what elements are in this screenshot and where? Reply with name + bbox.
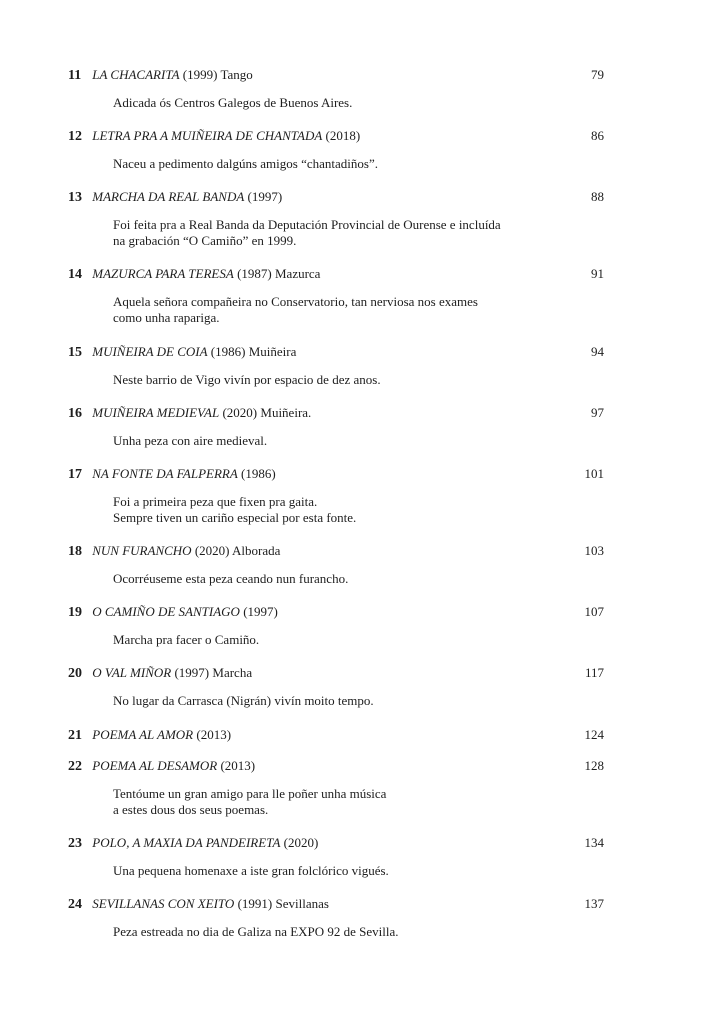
entry-title: NA FONTE DA FALPERRA xyxy=(92,466,238,481)
entry-genre: Muiñeira. xyxy=(260,405,312,420)
entry-heading xyxy=(68,664,604,682)
index-entry xyxy=(68,542,604,587)
entry-year: (2020) xyxy=(194,543,230,558)
entry-number: 24 xyxy=(68,897,82,912)
entry-year: (1986) xyxy=(210,344,246,359)
entry-title: MUIÑEIRA DE COIA xyxy=(92,344,208,359)
entry-title: O CAMIÑO DE SANTIAGO xyxy=(92,604,240,619)
entry-description xyxy=(113,433,604,449)
entry-year: (2013) xyxy=(196,727,232,742)
description-line: Tentóume un gran amigo para lle poñer unha música xyxy=(113,786,387,801)
entry-number: 15 xyxy=(68,345,82,360)
entry-page-number: 134 xyxy=(584,835,604,850)
entry-number: 17 xyxy=(68,467,82,482)
entry-number: 13 xyxy=(68,190,82,205)
description-line: Adicada ós Centros Galegos de Buenos Aires. xyxy=(113,95,353,110)
index-entry xyxy=(68,726,604,744)
entry-page-number: 79 xyxy=(591,67,604,82)
index-entry xyxy=(68,664,604,709)
entry-title: NUN FURANCHO xyxy=(92,543,192,558)
entry-heading xyxy=(68,895,604,913)
entry-genre: Sevillanas xyxy=(275,896,329,911)
description-line: Neste barrio de Vigo vivín por espacio de dez anos. xyxy=(113,372,381,387)
entry-heading xyxy=(68,66,604,84)
entry-heading xyxy=(68,404,604,422)
entry-heading xyxy=(68,465,604,483)
entry-page-number: 86 xyxy=(591,128,604,143)
index-entry xyxy=(68,188,604,249)
entry-page-number: 128 xyxy=(584,758,604,773)
entry-title: POEMA AL DESAMOR xyxy=(92,758,218,773)
entry-number: 18 xyxy=(68,544,82,559)
entry-page-number: 101 xyxy=(584,466,604,481)
entry-page-number: 137 xyxy=(584,896,604,911)
index-entry xyxy=(68,757,604,818)
entry-genre: Tango xyxy=(220,67,253,82)
entry-genre: Mazurca xyxy=(274,266,321,281)
description-line: Aquela señora compañeira no Conservatorio, tan nerviosa nos exames xyxy=(113,294,478,309)
entry-title: LA CHACARITA xyxy=(92,67,180,82)
entry-page-number: 94 xyxy=(591,344,604,359)
entry-title: SEVILLANAS CON XEITO xyxy=(92,896,235,911)
entry-heading xyxy=(68,757,604,775)
description-line: Naceu a pedimento dalgúns amigos “chantadiños”. xyxy=(113,156,378,171)
entry-description xyxy=(113,494,604,526)
entry-year: (1986) xyxy=(241,466,276,481)
index-entry xyxy=(68,465,604,526)
entry-description xyxy=(113,786,604,818)
entry-description xyxy=(113,632,604,648)
index-entry xyxy=(68,834,604,879)
entry-heading xyxy=(68,542,604,560)
entry-year: (1991) xyxy=(237,896,273,911)
entry-year: (1987) xyxy=(237,266,272,281)
entry-page-number: 124 xyxy=(584,727,604,742)
entry-title: MUIÑEIRA MEDIEVAL xyxy=(92,405,220,420)
entry-number: 21 xyxy=(68,728,82,743)
entry-description xyxy=(113,217,604,249)
index-entry xyxy=(68,265,604,326)
description-line: Foi a primeira peza que fixen pra gaita. xyxy=(113,494,318,509)
entry-title: MARCHA DA REAL BANDA xyxy=(92,189,245,204)
description-line: como unha rapariga. xyxy=(113,310,220,325)
entry-heading xyxy=(68,265,604,283)
entry-description xyxy=(113,571,604,587)
entry-year: (1999) xyxy=(182,67,218,82)
description-line: na grabación “O Camiño” en 1999. xyxy=(113,233,297,248)
description-line: No lugar da Carrasca (Nigrán) vivín moito tempo. xyxy=(113,693,374,708)
entry-description xyxy=(113,863,604,879)
entry-title: POLO, A MAXIA DA PANDEIRETA xyxy=(92,835,281,850)
entry-description xyxy=(113,372,604,388)
entry-genre: Marcha xyxy=(212,665,253,680)
entry-year: (2020) xyxy=(283,835,319,850)
entry-page-number: 103 xyxy=(584,543,604,558)
entry-title: LETRA PRA A MUIÑEIRA DE CHANTADA xyxy=(92,128,323,143)
description-line: Peza estreada no dia de Galiza na EXPO 92 de Sevilla. xyxy=(113,924,399,939)
entry-number: 16 xyxy=(68,406,82,421)
entry-year: (1997) xyxy=(174,665,210,680)
entry-page-number: 117 xyxy=(584,665,604,680)
index-entry xyxy=(68,343,604,388)
entry-genre: Alborada xyxy=(232,543,281,558)
entry-heading xyxy=(68,603,604,621)
entry-genre: Muiñeira xyxy=(248,344,297,359)
entry-number: 11 xyxy=(68,68,82,83)
entry-page-number: 107 xyxy=(584,604,604,619)
entry-heading xyxy=(68,343,604,361)
entry-number: 22 xyxy=(68,759,82,774)
index-entry xyxy=(68,603,604,648)
entry-description xyxy=(113,924,604,940)
entry-page-number: 88 xyxy=(591,189,604,204)
entry-description xyxy=(113,95,604,111)
entry-description xyxy=(113,156,604,172)
entry-number: 20 xyxy=(68,666,82,681)
entry-year: (1997) xyxy=(243,604,278,619)
entry-year: (1997) xyxy=(247,189,283,204)
description-line: Foi feita pra a Real Banda da Deputación Provincial de Ourense e incluída xyxy=(113,217,501,232)
index-entry xyxy=(68,895,604,940)
entry-year: (2013) xyxy=(220,758,256,773)
index-entry xyxy=(68,66,604,111)
description-line: Sempre tiven un cariño especial por esta fonte. xyxy=(113,510,357,525)
index-entry xyxy=(68,404,604,449)
entry-description xyxy=(113,294,604,326)
entry-number: 14 xyxy=(68,267,82,282)
entry-description xyxy=(113,693,604,709)
description-line: Ocorréuseme esta peza ceando nun furancho. xyxy=(113,571,349,586)
entry-number: 23 xyxy=(68,836,82,851)
entry-title: POEMA AL AMOR xyxy=(92,727,194,742)
entry-number: 12 xyxy=(68,129,82,144)
index-entry xyxy=(68,127,604,172)
entry-title: O VAL MIÑOR xyxy=(92,665,172,680)
entry-heading xyxy=(68,834,604,852)
description-line: Marcha pra facer o Camiño. xyxy=(113,632,260,647)
entry-heading xyxy=(68,726,604,744)
entry-heading xyxy=(68,127,604,145)
description-line: Unha peza con aire medieval. xyxy=(113,433,268,448)
entry-year: (2018) xyxy=(325,128,361,143)
entry-heading xyxy=(68,188,604,206)
description-line: Una pequena homenaxe a iste gran folclórico vigués. xyxy=(113,863,389,878)
entry-title: MAZURCA PARA TERESA xyxy=(92,266,234,281)
entry-year: (2020) xyxy=(222,405,258,420)
entry-page-number: 91 xyxy=(591,266,604,281)
description-line: a estes dous dos seus poemas. xyxy=(113,802,269,817)
entry-number: 19 xyxy=(68,605,82,620)
entry-page-number: 97 xyxy=(591,405,604,420)
